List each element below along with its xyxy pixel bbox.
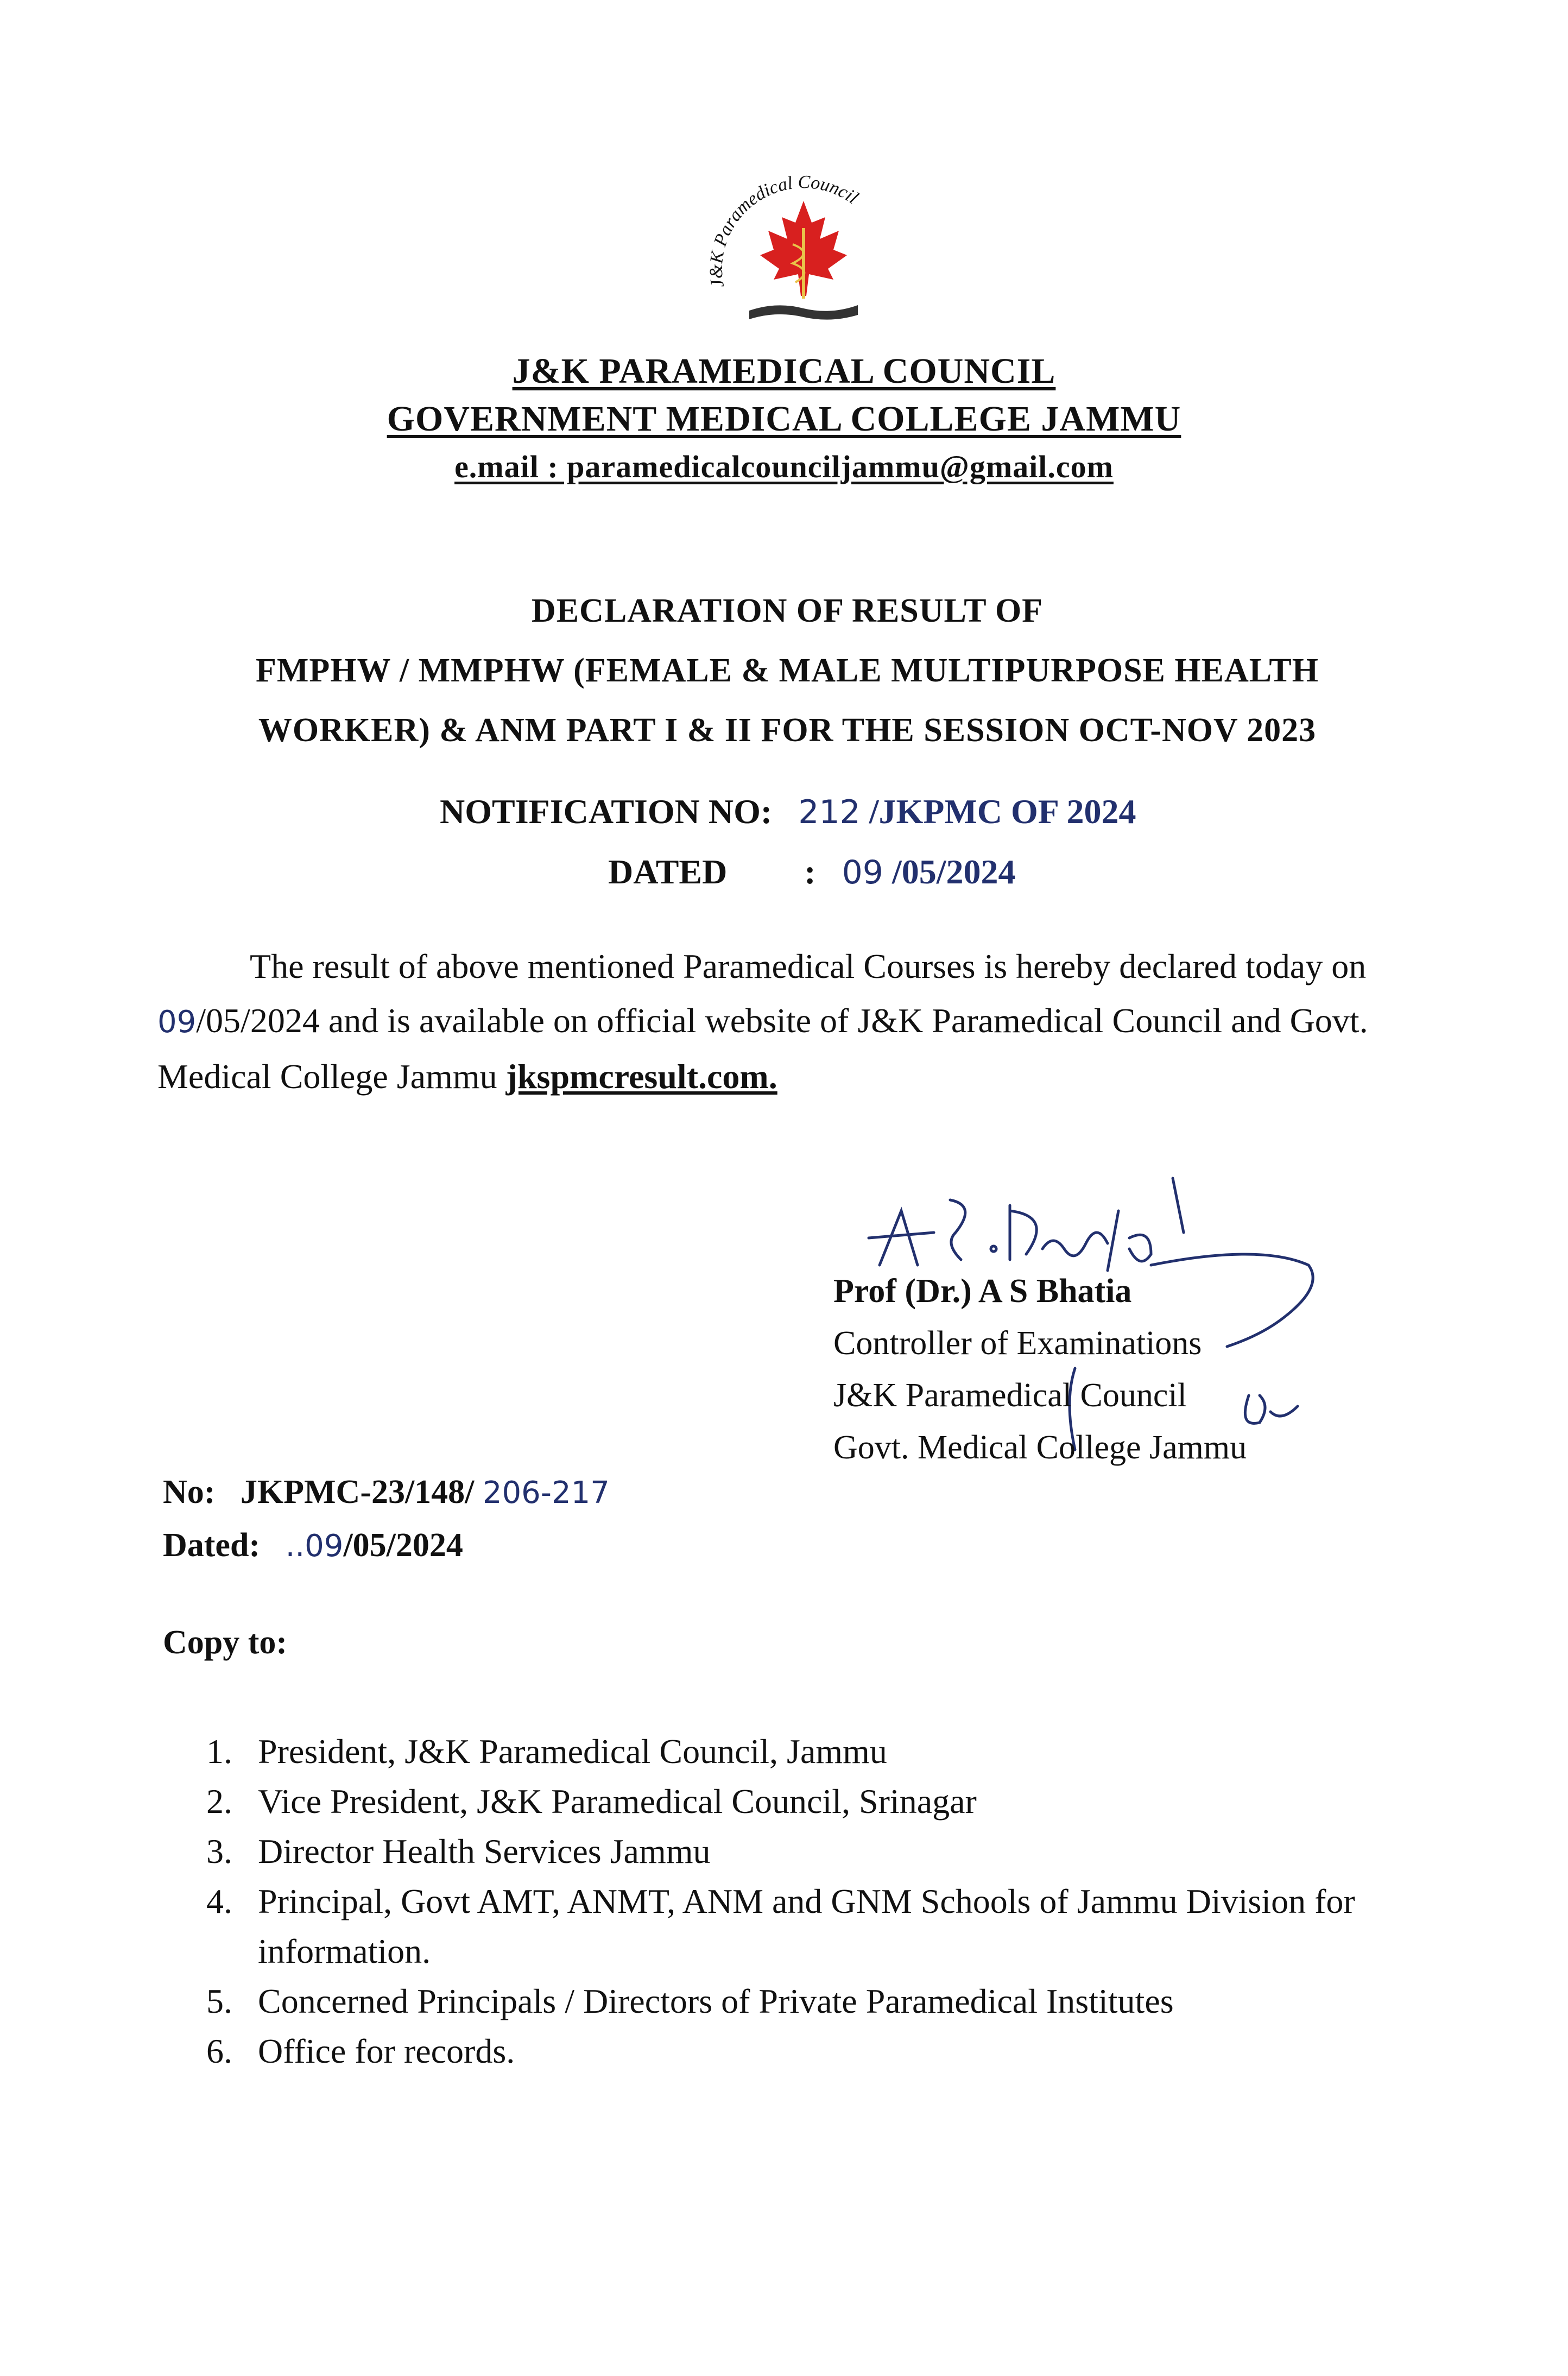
declaration-line-2: FMPHW / MMPHW (FEMALE & MALE MULTIPURPOSE HEALTH (255, 652, 1319, 689)
ref-dated-label: Dated: (163, 1527, 261, 1564)
body-date-handwritten: 09 (157, 1004, 197, 1040)
copy-to-title: Copy to: (163, 1624, 288, 1661)
declaration-line-1: DECLARATION OF RESULT OF (531, 592, 1044, 629)
list-item-number: 5. (206, 1982, 232, 2020)
signatory-designation: Controller of Examinations (833, 1325, 1202, 1362)
reference-block (163, 1466, 610, 1572)
notification-block (440, 782, 1136, 902)
body-paragraph (157, 939, 1450, 1104)
body-text-1: The result of above mentioned Paramedical Courses is hereby declared today on (250, 947, 1367, 985)
list-item-number: 2. (206, 1782, 232, 1821)
list-item-text: President, J&K Paramedical Council, Jammu (258, 1732, 887, 1771)
list-item-text: Vice President, J&K Paramedical Council, Srinagar (258, 1782, 977, 1821)
ref-dated-handwritten: ..09 (285, 1528, 344, 1564)
signatory-org-2: Govt. Medical College Jammu (833, 1429, 1247, 1466)
signatory-block (833, 1265, 1247, 1474)
college-name: GOVERNMENT MEDICAL COLLEGE JAMMU (387, 399, 1181, 439)
signatory-org-1: J&K Paramedical Council (833, 1377, 1187, 1414)
dated-handwritten: 09 (842, 854, 883, 892)
list-item-text: Principal, Govt AMT, ANMT, ANM and GNM Schools of Jammu Division for information. (258, 1882, 1355, 1970)
letterhead (0, 347, 1568, 491)
council-name: J&K PARAMEDICAL COUNCIL (512, 351, 1056, 391)
list-item (206, 2026, 1455, 2076)
list-item-text: Office for records. (258, 2032, 515, 2070)
svg-text:J&K Paramedical Council: J&K Paramedical Council (706, 172, 862, 289)
council-logo (690, 163, 918, 347)
list-item-number: 1. (206, 1732, 232, 1771)
dated-label: DATED (608, 852, 728, 891)
list-item-text: Director Health Services Jammu (258, 1832, 711, 1871)
list-item (206, 1827, 1455, 1876)
list-item (206, 1727, 1455, 1777)
list-item-number: 6. (206, 2032, 232, 2070)
body-text-2: /05/2024 and is available on official website of J&K Paramedical Council and Govt. Medical College Jammu (157, 1001, 1368, 1096)
ref-no-handwritten: 206-217 (482, 1475, 610, 1511)
copy-to-list (206, 1727, 1455, 2076)
ref-no-label: No: (163, 1474, 216, 1511)
signatory-name: Prof (Dr.) A S Bhatia (833, 1273, 1132, 1310)
ref-dated-value: /05/2024 (343, 1527, 463, 1564)
declaration-heading (163, 581, 1412, 760)
notification-no-suffix: /JKPMC OF 2024 (869, 792, 1136, 831)
dated-suffix: /05/2024 (892, 852, 1016, 891)
list-item (206, 1777, 1455, 1827)
ref-no-value: JKPMC-23/148/ (240, 1474, 475, 1511)
notification-no-label: NOTIFICATION NO: (440, 792, 773, 831)
list-item-text: Concerned Principals / Directors of Private Paramedical Institutes (258, 1982, 1174, 2020)
list-item (206, 1976, 1455, 2026)
list-item (206, 1876, 1455, 1976)
list-item-number: 4. (206, 1882, 232, 1920)
list-item-number: 3. (206, 1832, 232, 1871)
dated-colon: : (804, 852, 816, 891)
result-website-link[interactable]: jkspmcresult.com. (505, 1057, 777, 1096)
notification-no-handwritten: 212 (798, 793, 861, 831)
council-email: e.mail : paramedicalcounciljammu@gmail.com (454, 449, 1114, 484)
declaration-line-3: WORKER) & ANM PART I & II FOR THE SESSION OCT-NOV 2023 (258, 712, 1317, 749)
